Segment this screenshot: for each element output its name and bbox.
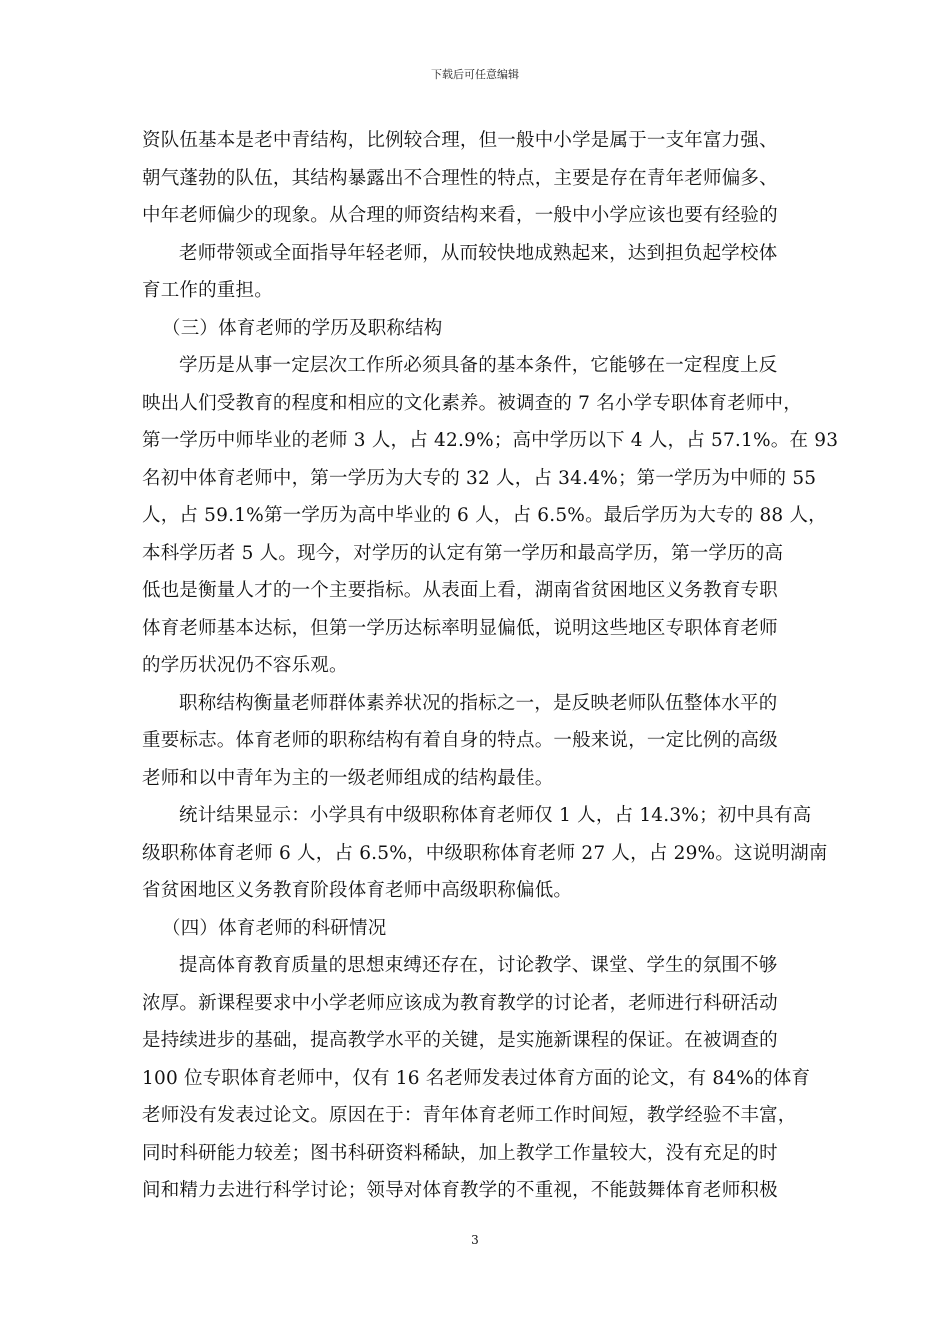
page-number: 3 <box>471 1233 479 1247</box>
text-line: 间和精力去进行科学讨论；领导对体育教学的不重视，不能鼓舞体育老师积极 <box>142 1180 778 1201</box>
text-line: 学历是从事一定层次工作所必须具备的基本条件，它能够在一定程度上反 <box>179 355 778 376</box>
text-line: 重要标志。体育老师的职称结构有着自身的特点。一般来说，一定比例的高级 <box>142 730 778 751</box>
text-line: 第一学历中师毕业的老师 3 人，占 42.9%；高中学历以下 4 人，占 57.1%。在 93 <box>142 430 839 451</box>
text-line: 体育老师基本达标，但第一学历达标率明显偏低，说明这些地区专职体育老师 <box>142 617 778 639</box>
document-body <box>142 122 839 1210</box>
text-line: 中年老师偏少的现象。从合理的师资结构来看，一般中小学应该也要有经验的 <box>142 205 778 226</box>
text-line: 老师和以中青年为主的一级老师组成的结构最佳。 <box>142 767 554 789</box>
text-line: 的学历状况仍不容乐观。 <box>142 655 348 676</box>
text-line: 老师没有发表过论文。原因在于：青年体育老师工作时间短，教学经验不丰富， <box>142 1105 797 1126</box>
text-line: 老师带领或全面指导年轻老师，从而较快地成熟起来，达到担负起学校体 <box>179 242 778 264</box>
text-line: 本科学历者 5 人。现今，对学历的认定有第一学历和最高学历，第一学历的高 <box>142 542 784 564</box>
text-line: 低也是衡量人才的一个主要指标。从表面上看，湖南省贫困地区义务教育专职 <box>142 580 778 601</box>
text-line: 名初中体育老师中，第一学历为大专的 32 人，占 34.4%；第一学历为中师的 55 <box>142 467 817 489</box>
section-heading: （四）体育老师的科研情况 <box>162 917 387 939</box>
text-line: 级职称体育老师 6 人，占 6.5%，中级职称体育老师 27 人，占 29%。这说明湖南 <box>142 842 828 864</box>
text-line: 省贫困地区义务教育阶段体育老师中高级职称偏低。 <box>142 880 573 901</box>
text-line: 是持续进步的基础，提高教学水平的关键，是实施新课程的保证。在被调查的 <box>142 1030 778 1051</box>
text-line: 人，占 59.1%第一学历为高中毕业的 6 人，占 6.5%。最后学历为大专的 88 人， <box>142 505 827 526</box>
text-line: 职称结构衡量老师群体素养状况的指标之一，是反映老师队伍整体水平的 <box>179 692 778 714</box>
text-line: 朝气蓬勃的队伍，其结构暴露出不合理性的特点，主要是存在青年老师偏多、 <box>142 167 778 189</box>
text-line: 同时科研能力较差；图书科研资料稀缺，加上教学工作量较大，没有充足的时 <box>142 1142 778 1164</box>
page-header: 下载后可任意编辑 <box>431 68 519 81</box>
text-line: 浓厚。新课程要求中小学老师应该成为教育教学的讨论者，老师进行科研活动 <box>142 992 778 1014</box>
text-line: 资队伍基本是老中青结构，比例较合理，但一般中小学是属于一支年富力强、 <box>142 130 778 151</box>
text-line: 映出人们受教育的程度和相应的文化素养。被调查的 7 名小学专职体育老师中， <box>142 392 802 414</box>
text-line: 100 位专职体育老师中，仅有 16 名老师发表过体育方面的论文，有 84%的体育 <box>142 1067 811 1089</box>
section-heading: （三）体育老师的学历及职称结构 <box>162 317 443 339</box>
text-line: 提高体育教育质量的思想束缚还存在，讨论教学、课堂、学生的氛围不够 <box>179 955 778 976</box>
text-line: 育工作的重担。 <box>142 280 273 301</box>
text-line: 统计结果显示：小学具有中级职称体育老师仅 1 人，占 14.3%；初中具有高 <box>179 805 812 826</box>
